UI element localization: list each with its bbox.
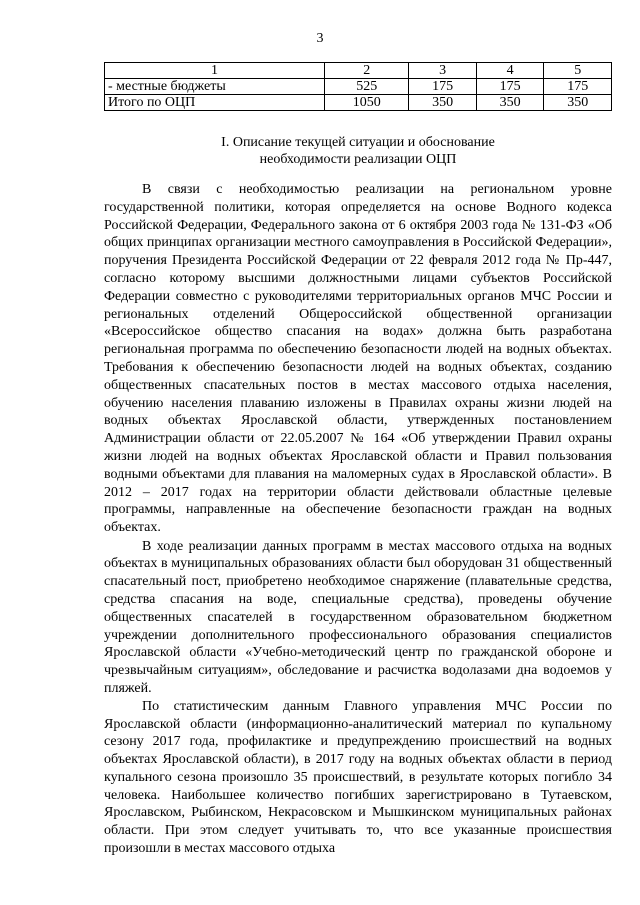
table-cell: 350 (409, 95, 477, 111)
table-cell: 350 (476, 95, 544, 111)
page-number: 3 (316, 31, 324, 46)
table-cell: 175 (476, 79, 544, 95)
table-row (105, 79, 612, 95)
section-heading-line: необходимости реализации ОЦП (259, 152, 457, 167)
paragraph: В связи с необходимостью реализации на региональном уровне государственной политики, которая определяется на основе Водного кодекса Российской Федерации, Федерального закона от 6 октября 2003 года № 131-ФЗ «Об общих принципах организации местного самоуправления в Российской Федерации», поручения Президента Российской Федерации от 22 февраля 2012 года № Пр-447, согласно которому высшими должностными лицами субъектов Российской Федерации совместно с руководителями территориальных органов МЧС России и региональных отделений Общероссийской общественной организации «Всероссийское общество спасания на водах» должна быть разработана региональная программа по обеспечению безопасности людей на водных объектах. Требования к обеспечению безопасности людей на водных объектах, созданию общественных спасательных постов в местах массового отдыха населения, обучению населения плаванию изложены в Правилах охраны жизни людей на водных объектах Ярославской области, утвержденных постановлением Администрации области от 22.05.2007 № 164 «Об утверждении Правил охраны жизни людей на водных объектах Ярославской области и Правил пользования водными объектами для плавания на маломерных судах в Ярославской области». В 2012 – 2017 годах на территории области действовали областные целевые программы, направленные на обеспечение безопасности граждан на водных объектах. (104, 182, 612, 536)
table-header-cell: 4 (476, 63, 544, 79)
section-heading (104, 134, 612, 168)
table-cell: 350 (544, 95, 612, 111)
table-cell: 175 (544, 79, 612, 95)
paragraph: В ходе реализации данных программ в местах массового отдыха на водных объектах в муниципальных образованиях области был оборудован 31 общественный спасательный пост, приобретено необходимое снаряжение (плавательные средства, средства спасания на воде, специальные средства), проведены обучение общественных спасателей в государственном образовательном бюджетном учреждении дополнительного профессионального образования специалистов Ярославской области «Учебно-методический центр по гражданской обороне и чрезвычайным ситуациям», обследование и расчистка водолазами дна водоемов у пляжей. (104, 538, 612, 696)
table-row-label: - местные бюджеты (105, 79, 325, 95)
table-header-cell: 2 (325, 63, 409, 79)
table-row (105, 95, 612, 111)
table-header-row (105, 63, 612, 79)
budget-table (104, 62, 612, 111)
table-cell: 1050 (325, 95, 409, 111)
table-row-label: Итого по ОЦП (105, 95, 325, 111)
table-cell: 525 (325, 79, 409, 95)
table-header-cell: 1 (105, 63, 325, 79)
body-text (104, 181, 612, 858)
table-header-cell: 5 (544, 63, 612, 79)
section-heading-line: I. Описание текущей ситуации и обоснование (221, 135, 495, 150)
table-cell: 175 (409, 79, 477, 95)
table-header-cell: 3 (409, 63, 477, 79)
paragraph: По статистическим данным Главного управления МЧС России по Ярославской области (информационно-аналитический материал по купальному сезону 2017 года, профилактике и предупреждению происшествий на водных объектах Ярославской области), в 2017 году на водных объектах области в период купального сезона произошло 35 происшествий, в результате которых погибло 34 человека. Наибольшее количество погибших зарегистрировано в Тутаевском, Ярославском, Рыбинском, Некрасовском и Мышкинском муниципальных районах области. При этом следует учитывать то, что все указанные происшествия произошли в местах массового отдыха (104, 698, 612, 857)
